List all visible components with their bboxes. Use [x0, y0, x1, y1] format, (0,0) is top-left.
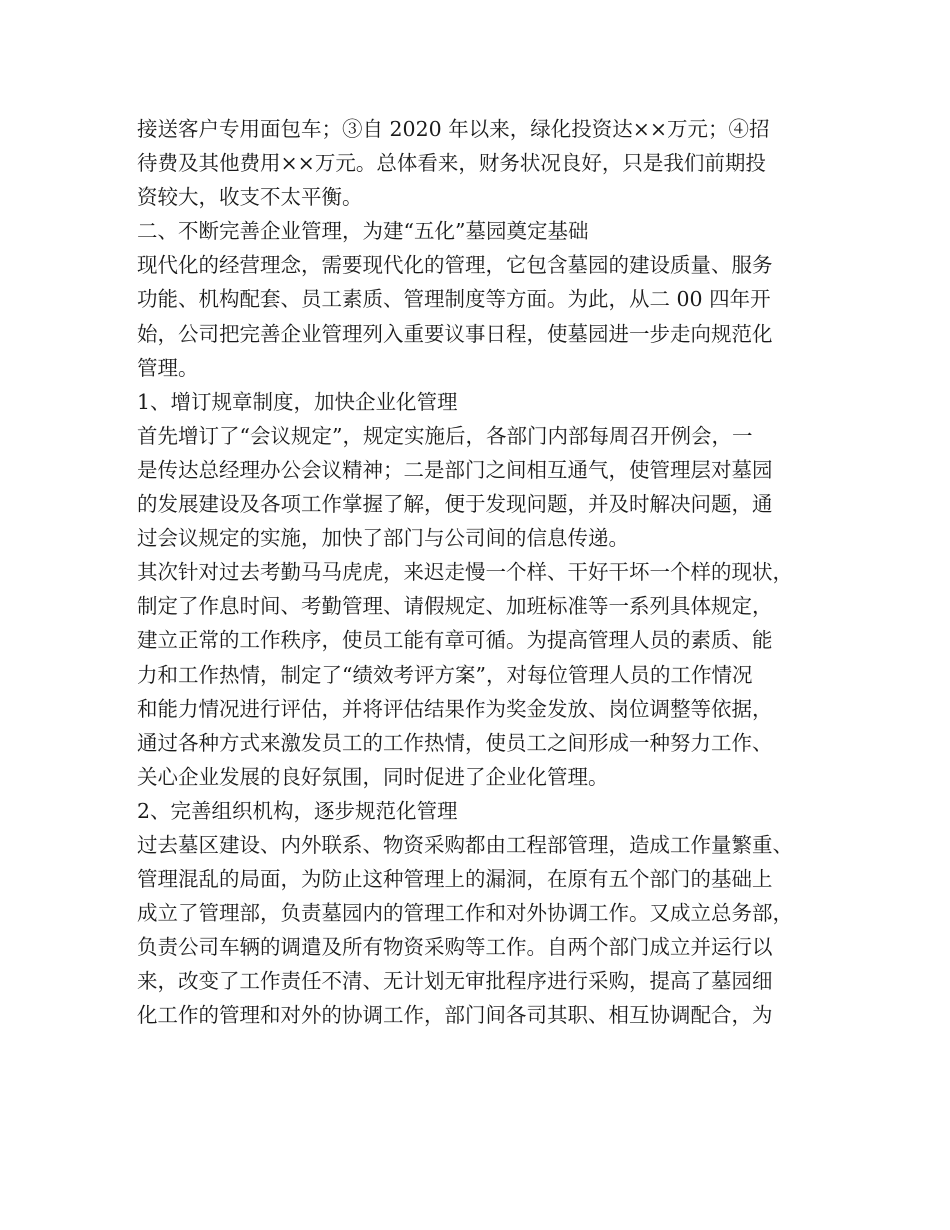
text-line: 的发展建设及各项工作掌握了解，便于发现问题，并及时解决问题，通: [137, 492, 773, 517]
text-line: 力和工作热情，制定了“绩效考评方案”，对每位管理人员的工作情况: [137, 662, 753, 687]
text-line: 管理混乱的局面，为防止这种管理上的漏洞，在原有五个部门的基础上: [137, 867, 773, 892]
text-line: 负责公司车辆的调遣及所有物资采购等工作。自两个部门成立并运行以: [137, 935, 773, 960]
text-line: 功能、机构配套、员工素质、管理制度等方面。为此，从二 00 四年开: [137, 287, 771, 312]
text-line: 其次针对过去考勤马马虎虎，来迟走慢一个样、干好干坏一个样的现状，: [137, 560, 793, 585]
text-line: 关心企业发展的良好氛围，同时促进了企业化管理。: [137, 764, 609, 789]
text-line: 是传达总经理办公会议精神；二是部门之间相互通气，使管理层对墓园: [137, 457, 773, 482]
document-body: [137, 112, 827, 1033]
text-line: 过去墓区建设、内外联系、物资采购都由工程部管理，造成工作量繁重、: [137, 832, 793, 857]
text-line: 化工作的管理和对外的协调工作，部门间各司其职、相互协调配合，为: [137, 1003, 773, 1028]
subsection-heading: 1、增订规章制度，加快企业化管理: [137, 389, 458, 414]
section-heading: 二、不断完善企业管理，为建“五化”墓园奠定基础: [137, 219, 589, 244]
text-line: 过会议规定的实施，加快了部门与公司间的信息传递。: [137, 526, 629, 551]
subsection-heading: 2、完善组织机构，逐步规范化管理: [137, 798, 458, 823]
text-line: 制定了作息时间、考勤管理、请假规定、加班标准等一系列具体规定，: [137, 594, 773, 619]
text-line: 成立了管理部，负责墓园内的管理工作和对外协调工作。又成立总务部，: [137, 901, 793, 926]
text-line: 建立正常的工作秩序，使员工能有章可循。为提高管理人员的素质、能: [137, 628, 773, 653]
text-line: 首先增订了“会议规定”，规定实施后，各部门内部每周召开例会，一: [137, 423, 753, 448]
text-line: 来，改变了工作责任不清、无计划无审批程序进行采购，提高了墓园细: [137, 969, 773, 994]
text-line: 始，公司把完善企业管理列入重要议事日程，使墓园进一步走向规范化: [137, 321, 773, 346]
text-line: 和能力情况进行评估，并将评估结果作为奖金发放、岗位调整等依据，: [137, 696, 773, 721]
text-line: 接送客户专用面包车；③自 2020 年以来，绿化投资达××万元；④招: [137, 117, 770, 141]
text-line: 资较大，收支不太平衡。: [137, 185, 363, 210]
text-line: 管理。: [137, 355, 199, 380]
text-line: 待费及其他费用××万元。总体看来，财务状况良好，只是我们前期投: [137, 151, 766, 176]
text-line: 现代化的经营理念，需要现代化的管理，它包含墓园的建设质量、服务: [137, 253, 773, 278]
text-line: 通过各种方式来激发员工的工作热情，使员工之间形成一种努力工作、: [137, 730, 773, 755]
